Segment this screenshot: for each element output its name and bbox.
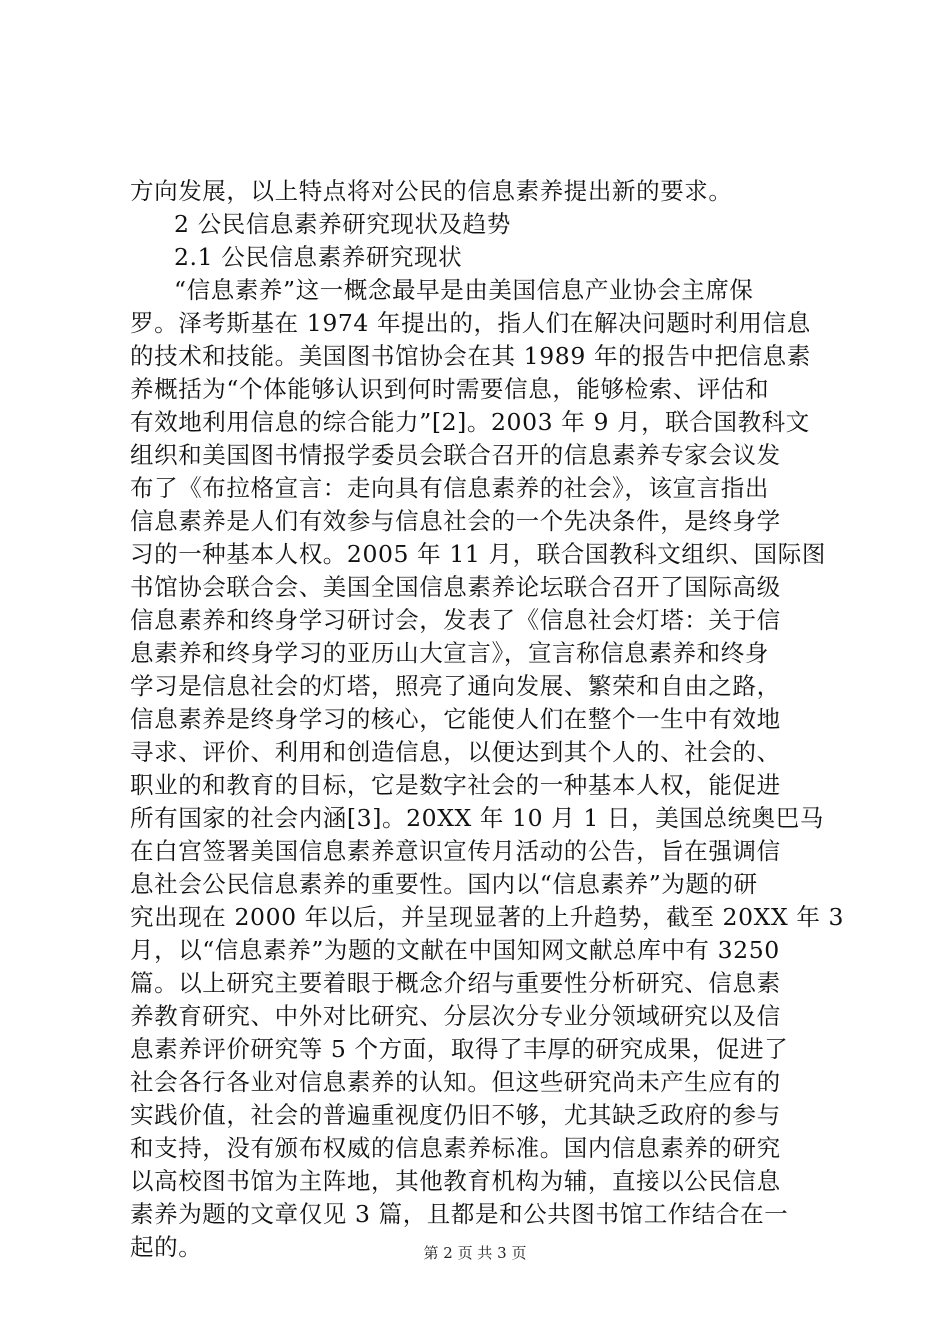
text-line: 息社会公民信息素养的重要性。国内以“信息素养”为题的研 [130, 870, 758, 898]
text-line: 息素养评价研究等 5 个方面，取得了丰厚的研究成果，促进了 [130, 1035, 789, 1063]
text-line: 素养为题的文章仅见 3 篇，且都是和公共图书馆工作结合在一 [130, 1200, 789, 1228]
text-line: 息素养和终身学习的亚历山大宣言》，宣言称信息素养和终身 [130, 639, 769, 667]
section-heading: 2 公民信息素养研究现状及趋势 [174, 210, 511, 238]
text-line: 组织和美国图书情报学委员会联合召开的信息素养专家会议发 [130, 441, 781, 469]
text-line: 信息素养和终身学习研讨会，发表了《信息社会灯塔：关于信 [130, 606, 781, 634]
text-line: “信息素养”这一概念最早是由美国信息产业协会主席保 [174, 276, 754, 304]
text-line: 有效地利用信息的综合能力”[2]。2003 年 9 月，联合国教科文 [130, 408, 810, 436]
text-line: 究出现在 2000 年以后，并呈现显著的上升趋势，截至 20XX 年 3 [130, 903, 845, 931]
text-line: 学习是信息社会的灯塔，照亮了通向发展、繁荣和自由之路， [130, 672, 781, 700]
text-line: 篇。以上研究主要着眼于概念介绍与重要性分析研究、信息素 [130, 969, 781, 997]
page-footer: 第 2 页 共 3 页 [423, 1244, 527, 1262]
text-line: 习的一种基本人权。2005 年 11 月，联合国教科文组织、国际图 [130, 540, 826, 568]
text-line: 月，以“信息素养”为题的文献在中国知网文献总库中有 3250 [130, 936, 780, 964]
text-line: 起的。 [130, 1233, 203, 1261]
text-line: 布了《布拉格宣言：走向具有信息素养的社会》，该宣言指出 [130, 474, 769, 502]
text-line: 方向发展，以上特点将对公民的信息素养提出新的要求。 [130, 177, 733, 205]
text-line: 在白宫签署美国信息素养意识宣传月活动的公告，旨在强调信 [130, 837, 781, 865]
text-line: 书馆协会联合会、美国全国信息素养论坛联合召开了国际高级 [130, 573, 781, 601]
text-line: 信息素养是人们有效参与信息社会的一个先决条件，是终身学 [130, 507, 781, 535]
text-line: 养概括为“个体能够认识到何时需要信息，能够检索、评估和 [130, 375, 770, 403]
text-line: 所有国家的社会内涵[3]。20XX 年 10 月 1 日，美国总统奥巴马 [130, 804, 824, 832]
text-line: 和支持，没有颁布权威的信息素养标准。国内信息素养的研究 [130, 1134, 781, 1162]
text-line: 养教育研究、中外对比研究、分层次分专业分领域研究以及信 [130, 1002, 781, 1030]
text-line: 以高校图书馆为主阵地，其他教育机构为辅，直接以公民信息 [130, 1167, 781, 1195]
text-line: 社会各行各业对信息素养的认知。但这些研究尚未产生应有的 [130, 1068, 781, 1096]
subsection-heading: 2.1 公民信息素养研究现状 [174, 243, 463, 271]
text-line: 职业的和教育的目标，它是数字社会的一种基本人权，能促进 [130, 771, 781, 799]
text-line: 信息素养是终身学习的核心，它能使人们在整个一生中有效地 [130, 705, 781, 733]
text-line: 实践价值，社会的普遍重视度仍旧不够，尤其缺乏政府的参与 [130, 1101, 781, 1129]
text-line: 的技术和技能。美国图书馆协会在其 1989 年的报告中把信息素 [130, 342, 811, 370]
text-line: 罗。泽考斯基在 1974 年提出的，指人们在解决问题时利用信息 [130, 309, 811, 337]
text-line: 寻求、评价、利用和创造信息，以便达到其个人的、社会的、 [130, 738, 781, 766]
